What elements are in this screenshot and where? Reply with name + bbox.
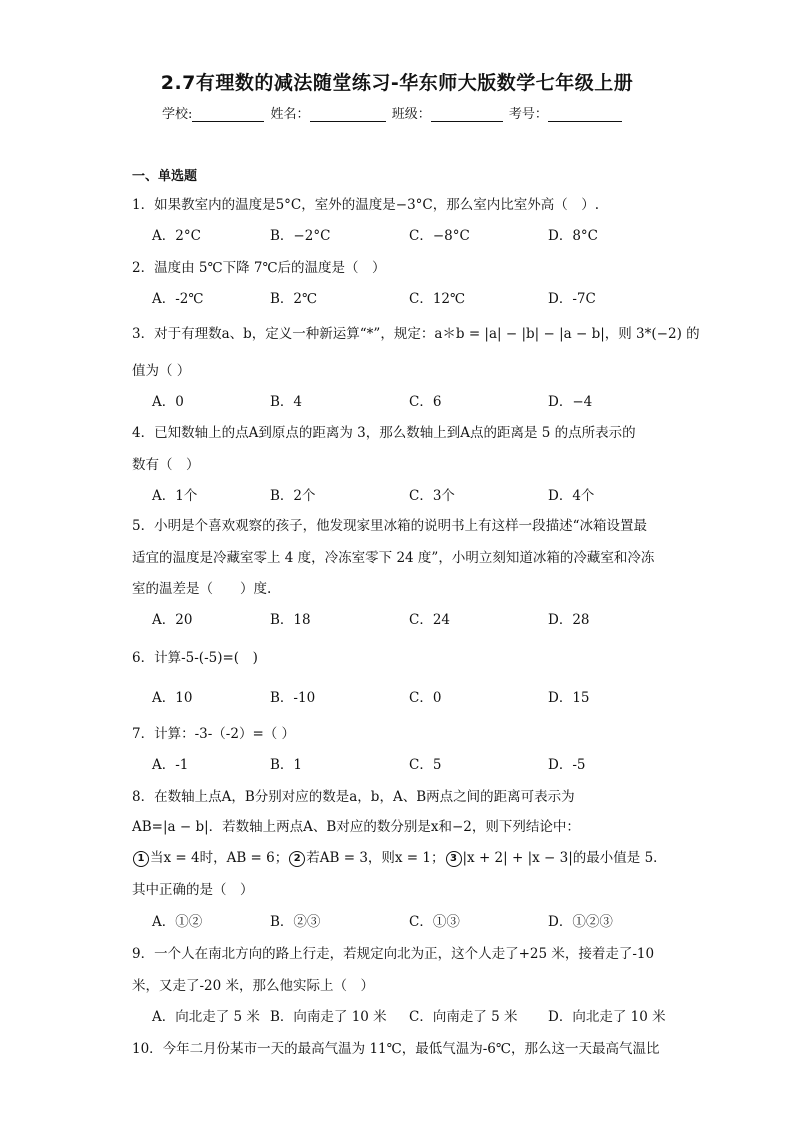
option-d: D．-5 [548, 757, 586, 773]
option-a: A．-2℃ [152, 291, 204, 307]
school-label: 学校: [162, 107, 193, 122]
school-blank [192, 107, 264, 122]
option-d: D．15 [548, 690, 590, 706]
question-6: 6．计算-5-(-5)=( ) [132, 650, 258, 666]
option-b: B．−2°C [270, 228, 331, 244]
option-c: C．5 [409, 757, 442, 773]
section-heading: 一、单选题 [132, 169, 198, 184]
question-3-line-1: 3．对于有理数a、b，定义一种新运算“*”，规定：a＊b = |a| − |b| − |a − b|，则 3*(−2) 的 [132, 326, 700, 342]
circled-number-3: 3 [446, 851, 462, 867]
question-3-line-2: 值为（ ） [132, 363, 191, 379]
question-8-statements [132, 846, 667, 867]
exam-no-label: 考号： [508, 107, 548, 122]
option-d: D．4个 [548, 488, 595, 504]
question-8-line-1: 8．在数轴上点A，B分别对应的数是a，b，A、B两点之间的距离可表示为 [132, 789, 575, 805]
name-label: 姓名： [270, 107, 310, 122]
circled-number-1: 1 [133, 851, 149, 867]
exam-no-blank [548, 107, 622, 122]
question-9-line-2: 米，又走了-20 米，那么他实际上（ ） [132, 978, 375, 994]
option-d: D．向北走了 10 米 [548, 1009, 666, 1025]
option-c: C．24 [409, 612, 451, 628]
option-b: B．18 [270, 612, 311, 628]
option-b: B．2个 [270, 488, 316, 504]
option-a: A．-1 [152, 757, 189, 773]
statement-2: 若AB = 3，则x = 1； [306, 850, 445, 866]
option-d: D．−4 [548, 394, 593, 410]
option-b: B．-10 [270, 690, 316, 706]
question-5-options [152, 608, 672, 628]
option-b: B．②③ [270, 914, 321, 930]
option-c: C．6 [409, 394, 442, 410]
option-a: A．10 [152, 690, 193, 706]
option-b: B．1 [270, 757, 303, 773]
option-b: B．2℃ [270, 291, 318, 307]
question-2: 2．温度由 5℃下降 7℃后的温度是（ ） [132, 260, 386, 276]
option-d: D．28 [548, 612, 590, 628]
option-a: A．20 [152, 612, 193, 628]
option-a: A．2°C [152, 228, 201, 244]
question-5-line-1: 5．小明是个喜欢观察的孩子，他发现家里冰箱的说明书上有这样一段描述“冰箱设置最 [132, 518, 647, 534]
question-1: 1．如果教室内的温度是5°C，室外的温度是−3°C，那么室内比室外高（ ）. [132, 197, 600, 213]
option-b: B．4 [270, 394, 303, 410]
option-a: A．0 [152, 394, 184, 410]
question-5-line-3: 室的温差是（ ）度. [132, 581, 272, 597]
question-2-options [152, 287, 672, 307]
question-4-line-1: 4．已知数轴上的点A到原点的距离为 3，那么数轴上到A点的距离是 5 的点所表示的 [132, 425, 636, 441]
option-a: A．①② [152, 914, 203, 930]
name-blank [310, 107, 386, 122]
option-a: A．向北走了 5 米 [152, 1009, 260, 1025]
question-3-options [152, 390, 672, 410]
question-8-line-4: 其中正确的是（ ） [132, 882, 254, 898]
option-c: C．0 [409, 690, 442, 706]
question-4-options [152, 484, 672, 504]
question-8-options [152, 910, 672, 930]
question-9-line-1: 9．一个人在南北方向的路上行走，若规定向北为正，这个人走了+25 米，接着走了-10 [132, 946, 655, 962]
question-7: 7．计算：-3-（-2）=（ ） [132, 726, 296, 742]
option-c: C．3个 [409, 488, 455, 504]
question-7-options [152, 753, 672, 773]
option-d: D．8°C [548, 228, 598, 244]
question-9-options [152, 1005, 672, 1025]
question-4-line-2: 数有（ ） [132, 457, 200, 473]
page-title: 2.7有理数的减法随堂练习-华东师大版数学七年级上册 [160, 72, 634, 94]
student-info-line [162, 103, 624, 122]
option-b: B．向南走了 10 米 [270, 1009, 387, 1025]
option-c: C．12℃ [409, 291, 466, 307]
circled-number-2: 2 [289, 851, 305, 867]
question-6-options [152, 686, 672, 706]
option-a: A．1个 [152, 488, 198, 504]
option-d: D．-7C [548, 291, 596, 307]
question-8-line-2: AB=|a − b|．若数轴上两点A、B对应的数分别是x和−2，则下列结论中： [132, 819, 580, 835]
question-5-line-2: 适宜的温度是冷藏室零上 4 度，冷冻室零下 24 度”，小明立刻知道冰箱的冷藏室和冷冻 [132, 550, 655, 566]
statement-3: |x + 2| + |x − 3|的最小值是 5． [462, 850, 667, 866]
question-1-options [152, 224, 672, 244]
option-c: C．①③ [409, 914, 460, 930]
option-c: C．向南走了 5 米 [409, 1009, 518, 1025]
option-d: D．①②③ [548, 914, 613, 930]
question-10-line-1: 10．今年二月份某市一天的最高气温为 11℃，最低气温为-6℃，那么这一天最高气温比 [132, 1041, 660, 1057]
class-label: 班级： [391, 107, 431, 122]
option-c: C．−8°C [409, 228, 470, 244]
class-blank [431, 107, 503, 122]
statement-1: 当x = 4时，AB = 6； [150, 850, 289, 866]
